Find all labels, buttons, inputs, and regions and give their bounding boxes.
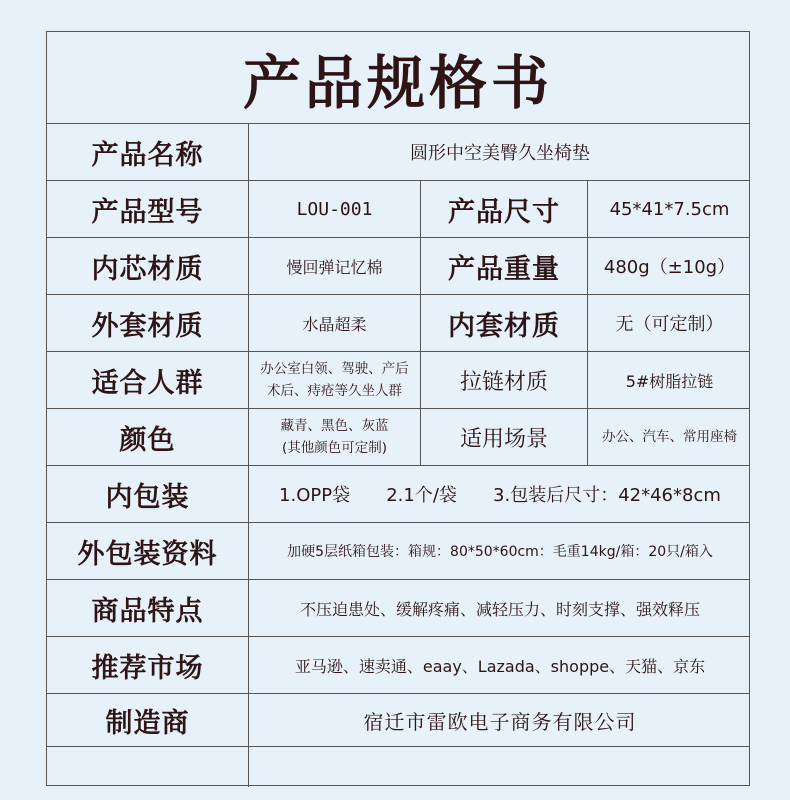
- outer-pack-label: 外包装资料: [77, 538, 218, 570]
- row-model-size: [47, 180, 749, 237]
- row-color-scene: [47, 408, 749, 465]
- row-core-weight: [47, 237, 749, 294]
- inner-pack-value: [248, 466, 751, 522]
- users-value-line1: 办公室白领、驾驶、产后: [260, 361, 409, 377]
- weight-value: 480g（±10g）: [587, 238, 751, 294]
- zipper-value: 5#树脂拉链: [587, 352, 751, 408]
- manufacturer-value: 宿迁市雷欧电子商务有限公司: [248, 694, 751, 746]
- scene-value: 办公、汽车、常用座椅: [587, 409, 751, 465]
- features-label: 商品特点: [91, 595, 204, 627]
- row-features: [47, 579, 749, 636]
- users-value: [248, 352, 420, 408]
- core-label: 内芯材质: [91, 253, 204, 285]
- size-label: 产品尺寸: [420, 181, 587, 237]
- inner-pack-item-2: 2.1个/袋: [386, 485, 457, 506]
- inner-cover-label: 内套材质: [420, 295, 587, 351]
- row-outer-pack: [47, 522, 749, 579]
- features-value: 不压迫患处、缓解疼痛、减轻压力、时刻支撑、强效释压: [248, 580, 751, 636]
- row-manufacturer: [47, 693, 749, 746]
- size-value: 45*41*7.5cm: [587, 181, 751, 237]
- row-inner-pack: [47, 465, 749, 522]
- inner-pack-label: 内包装: [105, 481, 190, 513]
- product-name-value: 圆形中空美臀久坐椅垫: [248, 124, 751, 180]
- product-name-label: 产品名称: [91, 139, 204, 171]
- cover-value: 水晶超柔: [248, 295, 420, 351]
- users-value-line2: 术后、痔疮等久坐人群: [267, 383, 402, 399]
- empty-value-cell: [248, 747, 751, 787]
- cover-label: 外套材质: [91, 310, 204, 342]
- row-market: [47, 636, 749, 693]
- manufacturer-label: 制造商: [105, 707, 190, 739]
- model-label: 产品型号: [91, 196, 204, 228]
- color-value: [248, 409, 420, 465]
- spec-sheet: [46, 31, 750, 786]
- page-title: 产品规格书: [242, 48, 553, 117]
- title-row: [47, 32, 749, 123]
- scene-label: 适用场景: [420, 409, 587, 465]
- weight-label: 产品重量: [420, 238, 587, 294]
- inner-pack-item-3: 3.包装后尺寸：42*46*8cm: [493, 485, 721, 506]
- row-empty: [47, 746, 749, 787]
- market-label: 推荐市场: [91, 652, 204, 684]
- color-value-line1: 藏青、黑色、灰蓝: [280, 418, 389, 434]
- row-product-name: [47, 123, 749, 180]
- row-users-zipper: [47, 351, 749, 408]
- empty-label-cell: [47, 747, 248, 787]
- inner-pack-item-1: 1.OPP袋: [279, 485, 351, 506]
- color-label: 颜色: [119, 424, 176, 456]
- inner-cover-value: 无（可定制）: [587, 295, 751, 351]
- zipper-label: 拉链材质: [420, 352, 587, 408]
- market-value: 亚马逊、速卖通、eaay、Lazada、shoppe、天猫、京东: [248, 637, 751, 693]
- row-cover-inner: [47, 294, 749, 351]
- model-value: LOU-001: [248, 181, 420, 237]
- users-label: 适合人群: [91, 367, 204, 399]
- outer-pack-value: 加硬5层纸箱包装：箱规：80*50*60cm：毛重14kg/箱：20只/箱入: [248, 523, 751, 579]
- core-value: 慢回弹记忆棉: [248, 238, 420, 294]
- color-value-line2: (其他颜色可定制): [281, 440, 388, 456]
